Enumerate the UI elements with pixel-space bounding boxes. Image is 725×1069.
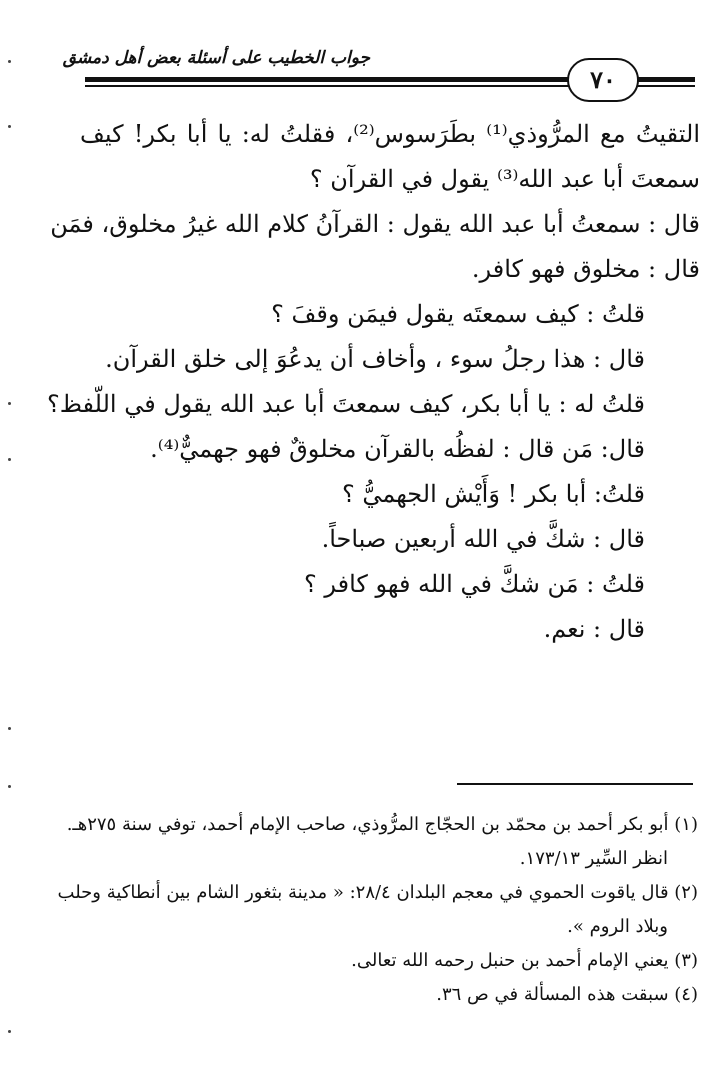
running-header-title: جواب الخطيب على أسئلة بعض أهل دمشق <box>62 48 370 68</box>
text-line: قال : نعم. <box>543 615 645 643</box>
text-line: التقيتُ مع المرُّوذي⁽¹⁾ بطَرَسوس⁽²⁾، فقلتُ له: يا أبا بكر! كيف <box>80 120 700 148</box>
text-line: قال : هذا رجلُ سوء ، وأخاف أن يدعُوَ إلى خلق القرآن. <box>105 345 645 373</box>
text-line: قال : مخلوق فهو كافر. <box>471 255 700 283</box>
footnote-line: (١) أبو بكر أحمد بن محمّد بن الحجّاج المرُّوذي، صاحب الإمام أحمد، توفي سنة ٢٧٥هـ. <box>66 814 698 835</box>
text-line: قلتُ: أبا بكر ! وَأَيْش الجهميُّ ؟ <box>341 480 645 508</box>
margin-speck <box>8 785 11 788</box>
main-text <box>47 112 700 652</box>
margin-speck <box>8 1030 11 1033</box>
margin-speck <box>8 458 11 461</box>
footnote-line: (٣) يعني الإمام أحمد بن حنبل رحمه الله تعالى. <box>351 950 698 971</box>
footnotes <box>57 808 698 1012</box>
margin-speck <box>8 402 11 405</box>
text-line: قال: مَن قال : لفظُه بالقرآن مخلوقٌ فهو جهميٌّ⁽⁴⁾. <box>150 435 645 463</box>
text-line: قلتُ له : يا أبا بكر، كيف سمعتَ أبا عبد الله يقول في اللّفظ؟ <box>47 390 645 418</box>
text-line: قلتُ : كيف سمعتَه يقول فيمَن وقفَ ؟ <box>271 300 645 328</box>
footnote-line: (٢) قال ياقوت الحموي في معجم البلدان ٢٨/٤: « مدينة بثغور الشام بين أنطاكية وحلب <box>57 882 698 903</box>
text-line: سمعتَ أبا عبد الله⁽³⁾ يقول في القرآن ؟ <box>309 165 700 193</box>
text-line: قلتُ : مَن شكَّ في الله فهو كافر ؟ <box>304 570 645 598</box>
text-line: قال : سمعتُ أبا عبد الله يقول : القرآنُ كلام الله غيرُ مخلوق، فمَن <box>50 210 700 238</box>
page-number-badge: ٧٠ <box>567 58 639 102</box>
text-line: قال : شكَّ في الله أربعين صباحاً. <box>321 525 645 553</box>
margin-speck <box>8 60 11 63</box>
margin-speck <box>8 125 11 128</box>
margin-speck <box>8 727 11 730</box>
footnote-line: (٤) سبقت هذه المسألة في ص ٣٦. <box>436 984 698 1005</box>
footnote-line: وبلاد الروم ». <box>567 916 668 937</box>
footnote-line: انظر السِّير ١٧٣/١٣. <box>519 848 668 869</box>
footnote-separator <box>457 783 693 785</box>
